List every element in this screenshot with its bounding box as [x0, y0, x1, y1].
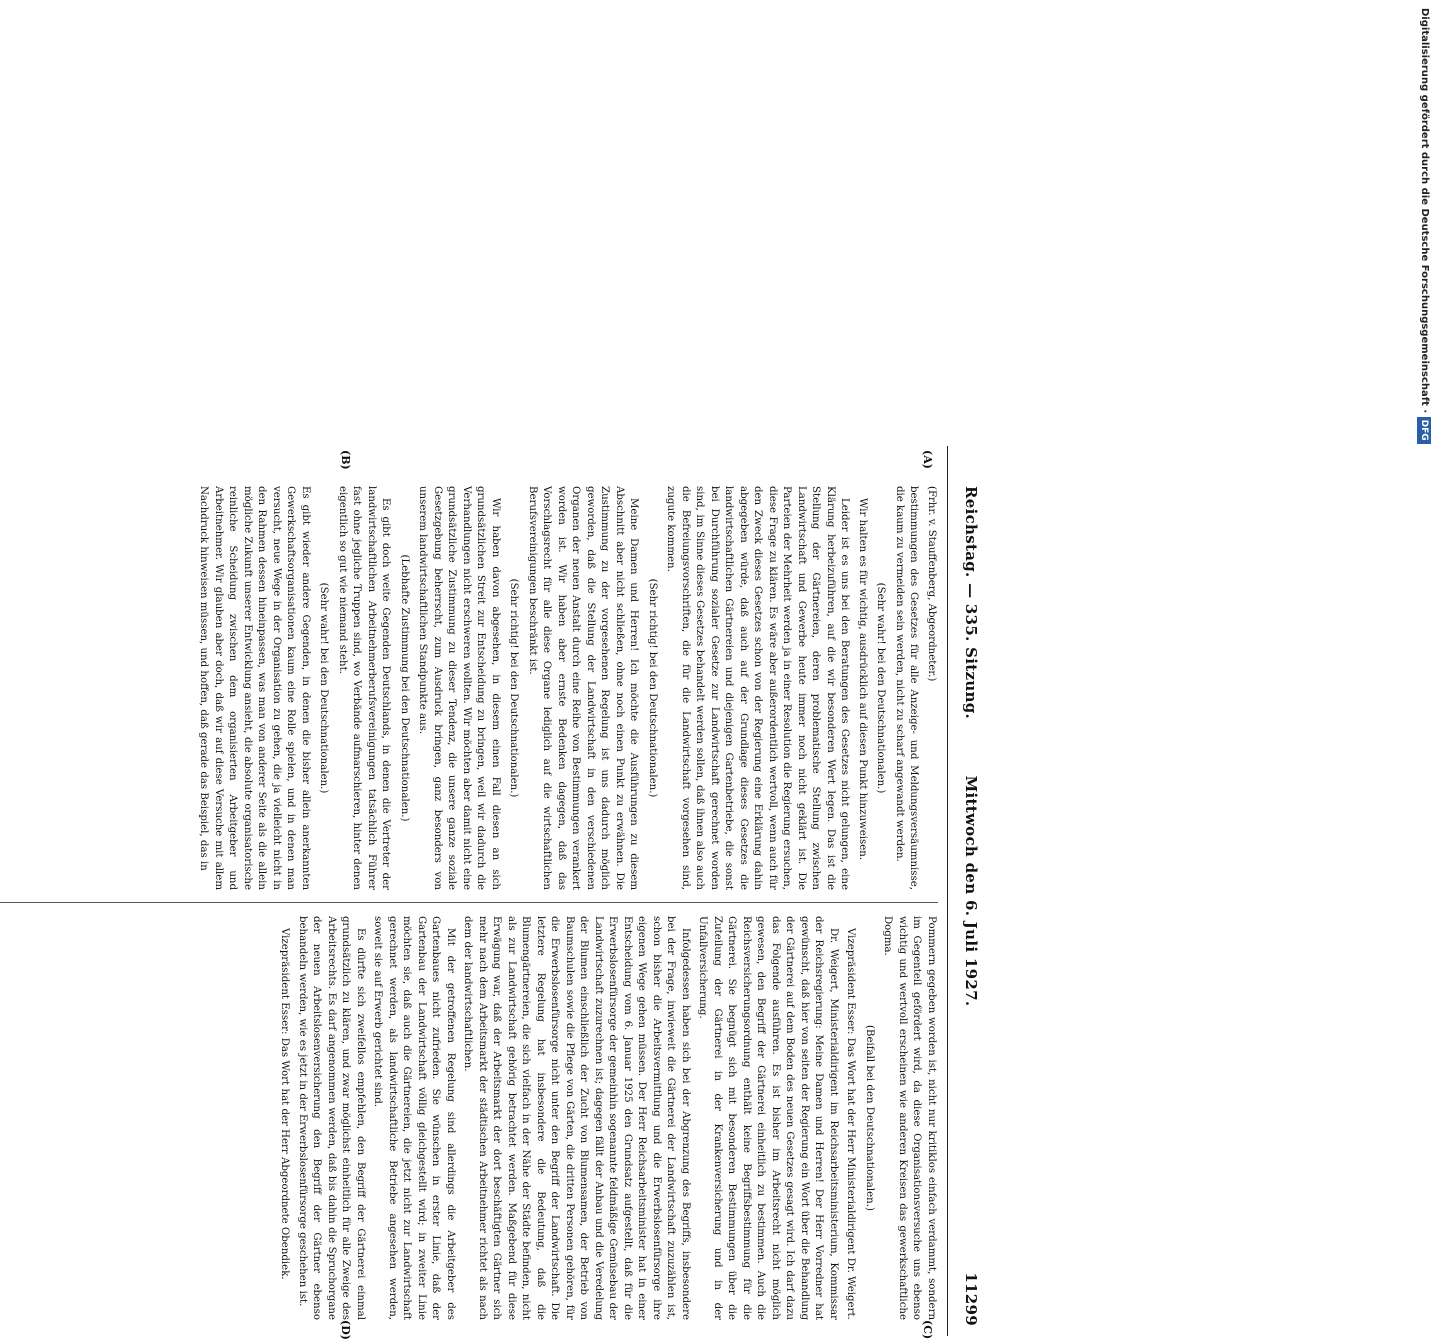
text-column-left	[193, 486, 938, 890]
paragraph: Leider ist es uns bei den Beratungen des Gesetzes nicht gelungen, eine Klärung herbeizuführen, auf die wir besonderen Wert legen. Das ist die Stellung der Gärtnereien, deren problematische Stellung zwischen Landwirtschaft und Gewerbe heute immer noch nicht geklärt ist. Die Parteien der Mehrheit werden ja in einer Resolution die Regierung ersuchen, diese Frage zu klären. Es wäre aber außerordentlich wertvoll, wenn auch für den Zweck dieses Gesetzes schon von der Regierung eine Erklärung dahin abgegeben würde, daß auch auf der Grundlage dieses Gesetzes die landwirtschaftlichen Gärtnereien und diejenigen Gartenbetriebe, die sonst bei Durchführung sozialer Gesetze zur Landwirtschaft gerechnet worden sind, im Sinne dieses Gesetzes behandelt werden sollen, daß ihnen also auch die Befreiungsvorschriften, die für die Landwirtschaft vorgesehen sind, zugute kommen.	[665, 486, 851, 890]
header-page-number: 11299	[962, 1272, 980, 1326]
paragraph: Wir haben davon abgesehen, in diesem einen Fall diesen an sich grundsätzlichen Streit zur Entscheidung zu bringen, weil wir dadurch die Verhandlungen nicht erschweren wollten. Wir möchten aber damit nicht eine grundsätzliche Zustimmung zu dieser Tendenz, die unsere ganze soziale Gesetzgebung beherrscht, zum Ausdruck bringen, ganz besonders von unserem landwirtschaftlichen Standpunkte aus.	[417, 486, 501, 890]
page-header	[947, 446, 992, 1336]
paragraph: (Beifall bei den Deutschnationalen.)	[864, 1025, 875, 1211]
margin-marker-c: (C)	[921, 1320, 934, 1340]
paragraph: Es gibt doch weite Gegenden Deutschlands, in denen die Vertreter der landwirtschaftlichen Arbeitnehmerberufsvereinigungen tatsächlich Führer fast ohne jegliche Truppen sind, wo Verbände aufmarschieren, hinter denen eigentlich so gut wie niemand steht.	[337, 486, 392, 890]
paragraph: Infolgedessen haben sich bei der Abgrenzung des Begriffs, insbesondere bei der Frage, inwieweit die Gärtnerei der Landwirtschaft zuzuzählen ist, schon bisher die Arbeitsvermittlung und die Erwerbslosenfürsorge ihre eigenen Wege gehen müssen. Der Herr Reichsarbeitsminister hat in einer Entscheidung vom 6. Januar 1925 den Grundsatz aufgestellt, daß für die Erwerbslosenfürsorge der gemeinhin sogenannte feldmäßige Gemüsebau der Landwirtschaft zuzurechnen ist; dagegen fällt der Anbau und die Veredelung der Blumen einschließlich der Zucht von Blumensamen, der Betrieb von Baumschulen sowie die Pflege von Gärten, die dritten Personen gehören, für die Erwerbslosenfürsorge nicht unter den Begriff der Landwirtschaft. Die letztere Regelung hat insbesondere die Bedeutung, daß die Blumengärtnereien, die sich vielfach in der Nähe der Städte befinden, nicht als zur Landwirtschaft gehörig betrachtet werden. Maßgebend für diese Erwägung war, daß der Arbeitsmarkt der dort beschäftigten Gärtner sich mehr nach dem Arbeitsmarkt der städtischen Arbeitnehmer richtet als nach dem der landwirtschaftlichen.	[462, 916, 691, 1320]
paragraph: Vizepräsident Esser: Das Wort hat der Herr Abgeordnete Obendiek.	[279, 928, 291, 1280]
header-session: Reichstag. — 335. Sitzung.	[962, 486, 980, 720]
paragraph: Mit der getroffenen Regelung sind allerdings die Arbeitgeber des Gartenbaues nicht zufrieden. Sie wünschen in erster Linie, daß der Gartenbau der Landwirtschaft völlig gleichgestellt wird; in zweiter Linie möchten sie, daß auch die Gärtnereien, die jetzt nicht zur Landwirtschaft gerechnet werden, als landwirtschaftliche Betriebe angesehen werden, soweit sie auf Erwerb gerichtet sind.	[372, 916, 456, 1320]
paragraph: (Sehr wahr! bei den Deutschnationalen.)	[318, 582, 330, 794]
dfg-logo: DFG	[1417, 417, 1431, 444]
paragraph: Meine Damen und Herren! Ich möchte die Ausführungen zu diesem Abschnitt aber nicht schließen, ohne noch einen Punkt zu erwähnen. Die Zustimmung zu der vorgesehenen Regelung ist uns dadurch möglich geworden, daß die Stellung der Landwirtschaft in den verschiedenen Organen der neuen Anstalt durch eine Reihe von Bestimmungen verankert worden ist. Wir haben aber ernste Bedenken dagegen, daß das Vorschlagsrecht für alle diese Organe lediglich auf die wirtschaftlichen Berufsvereinigungen beschränkt ist.	[527, 486, 640, 890]
header-date: Mittwoch den 6. Juli 1927.	[962, 775, 980, 1007]
paragraph: (Sehr richtig! bei den Deutschnationalen.)	[647, 578, 658, 798]
margin-marker-a: (A)	[921, 450, 934, 469]
paragraph: Es gibt wieder andere Gegenden, in denen die bisher allein anerkannten Gewerkschaftsorganisationen kaum eine Rolle spielen, und in denen man versucht, neue Wege in der Organisation zu gehen, die ja vielleicht nicht in den Rahmen dessen hineinpassen, was man von anderer Seite als die allein mögliche Zukunft unserer Entwicklung ansieht, die absolute organisatorische reinliche Scheidung zwischen dem organisierten Arbeitgeber und Arbeitnehmer. Wir glauben aber doch, daß wir auf diese Versuche mit allem Nachdruck hinweisen müssen, und hoffen, daß gerade das Beispiel, das in	[198, 486, 311, 890]
column-divider	[0, 902, 938, 903]
dfg-watermark-text: Digitalisierung gefördert durch die Deutsche Forschungsgemeinschaft ·	[1419, 8, 1430, 414]
paragraph: Es dürfte sich zweifellos empfehlen, den Begriff der Gärtnerei einmal grundsätzlich zu klären, und zwar möglichst einheitlich für alle Zweige des Arbeitsrechts. Es darf angenommen werden, daß bis dahin die Spruchorgane der neuen Arbeitslosenversicherung den Begriff der Gärtner ebenso behandeln werden, wie es jetzt in der Erwerbslosenfürsorge geschehen ist.	[297, 916, 366, 1320]
paragraph: (Sehr richtig! bei den Deutschnationalen.)	[508, 578, 520, 798]
paragraph: Dr. Weigert, Ministerialdirigent im Reichsarbeitsministerium, Kommissar der Reichsregierung: Meine Damen und Herren! Der Herr Vorredner hat gewünscht, daß hier von seiten der Regierung ein Wort über die Behandlung der Gärtnerei auf dem Boden des neuen Gesetzes gesagt wird. Ich darf dazu das Folgende ausführen. Es ist bisher im Arbeitsrecht nicht möglich gewesen, den Begriff der Gärtnerei einheitlich zu bestimmen. Auch die Reichsversicherungsordnung enthält keine Begriffsbestimmung für die Gärtnerei. Sie begnügt sich mit besonderen Bestimmungen über die Zuteilung der Gärtnerei in der Krankenversicherung und in der Unfallversicherung.	[697, 916, 839, 1320]
paragraph: Wir halten es für wichtig, ausdrücklich auf diesen Punkt hinzuweisen.	[857, 498, 868, 861]
paragraph: (Sehr wahr! bei den Deutschnationalen.)	[875, 582, 887, 794]
rotated-document-page	[0, 446, 992, 1340]
paragraph: Pommern gegeben worden ist, nicht nur kritiklos einfach verdammt, sondern im Gegenteil gefördert wird, da diese Organisationsversuche uns ebenso wichtig und wertvoll erscheinen wie anderen Kreisen das gewerkschaftliche Dogma.	[882, 916, 937, 1320]
margin-marker-b: (B)	[339, 450, 352, 470]
paragraph: (Frhr. v. Stauffenberg, Abgeordneter.)	[926, 486, 937, 682]
paragraph: bestimmungen des Gesetzes für alle Anzeige- und Meldungsversäumnisse, die kaum zu vermeiden sein werden, nicht zu scharf angewandt werden.	[894, 486, 920, 890]
paragraph: Vizepräsident Esser: Das Wort hat der Herr Ministerialdirigent Dr. Weigert.	[845, 928, 857, 1320]
paragraph: (Lebhafte Zustimmung bei den Deutschnationalen.)	[399, 554, 410, 822]
dfg-watermark	[1414, 8, 1434, 998]
margin-marker-d: (D)	[339, 1320, 352, 1340]
text-column-right	[274, 916, 938, 1320]
